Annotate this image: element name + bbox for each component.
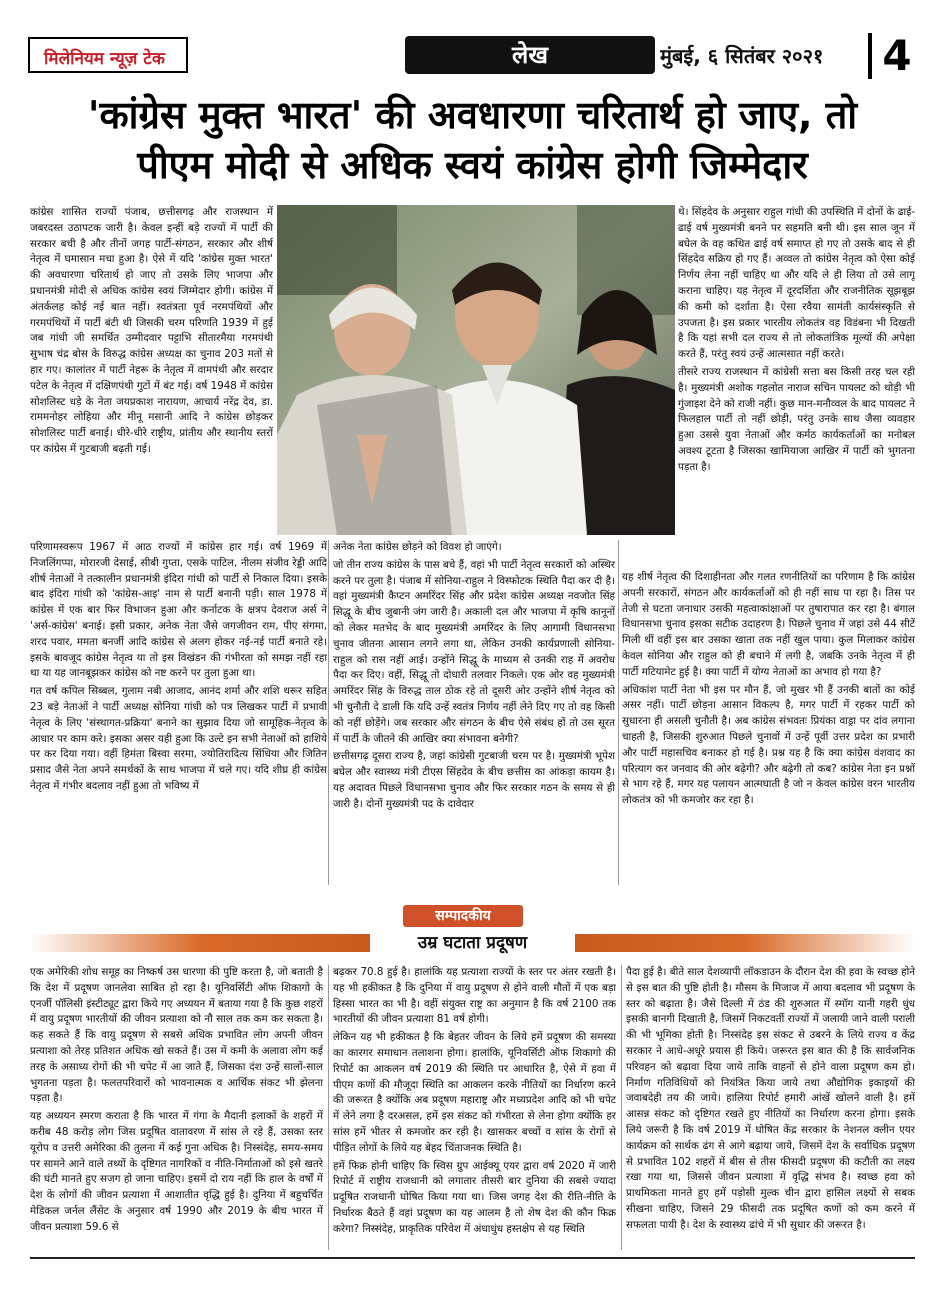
banner-bar-left (30, 934, 370, 952)
editorial-paragraph: बढ़कर 70.8 हुई है। हालांकि यह प्रत्याशा राज्यों के स्तर पर अंतर रखती है। यह भी हकीकत है कि दुनिया में वायु प्रदूषण से होने वाली मौतों में एक बड़ा हिस्सा भारत का भी है। वहीं संयुक्त राष्ट्र का अनुमान है कि वर्ष 2100 तक भारतीयों की जीवन प्रत्याशा 81 वर्ष होगी। (333, 966, 616, 1026)
article-photo (277, 205, 675, 535)
column-divider (618, 540, 619, 885)
article-paragraph: अधिकांश पार्टी नेता भी इस पर मौन हैं, जो मुखर भी हैं उनकी बातों का कोई असर नहीं। पार्टी छोड़ना आसान विकल्प है, मगर पार्टी में रहकर पार्टी को सुधारना ही असली चुनौती है। अब कांग्रेस संभवतः प्रियंका वाड्रा पर दांव लगाना चाहती है, जिसकी शुरुआत पिछले चुनावों में उन्हें पूर्वी उत्तर प्रदेश का प्रभारी और पार्टी महासचिव बनाकर हो गई है। प्रश्न यह है कि क्या कांग्रेस वंशवाद का परित्याग कर जनवाद की ओर बढ़ेगी? और बढ़ेगी तो कब? कांग्रेस नेता इन प्रश्नों से भाग रहे हैं, मगर यह पलायन आत्मघाती है जो न केवल कांग्रेस वरन भारतीय लोकतंत्र को भी कमजोर कर रहा है। (622, 683, 915, 807)
article-paragraph: गत वर्ष कपिल सिब्बल, गुलाम नबी आजाद, आनंद शर्मा और शशि थरूर सहित 23 बड़े नेताओं ने पार्टी अध्यक्ष सोनिया गांधी को पत्र लिखकर पार्टी में प्रभावी नेतृत्व के लिए 'संस्थागत-प्रक्रिया' बनाने का सुझाव दिया जो सामूहिक-नेतृत्व के आधार पर काम करे। इसका असर यही हुआ कि उल्टे इन सभी नेताओं को हाशिये पर कर दिया गया। वहीं हिमंता बिस्वा सरमा, ज्योतिरादित्य सिंधिया और जितिन प्रसाद जैसे नेता अपने समर्थकों के साथ भाजपा में चले गए। यदि शीघ्र ही कांग्रेस नेतृत्व में गंभीर बदलाव नहीं हुआ तो भविष्य में (30, 685, 327, 792)
headline-line-1: 'कांग्रेस मुक्त भारत' की अवधारणा चरितार्थ हो जाए, तो (87, 93, 858, 137)
headline-line-2: पीएम मोदी से अधिक स्वयं कांग्रेस होगी जिम्मेदार (137, 143, 808, 187)
article-paragraph: जो तीन राज्य कांग्रेस के पास बचे हैं, वहां भी पार्टी नेतृत्व सरकारों को अस्थिर करने पर तुला है। पंजाब में सोनिया-राहुल ने विस्फोटक स्थिति पैदा कर दी है। वहां मुख्यमंत्री कैप्टन अमरिंदर सिंह और प्रदेश कांग्रेस अध्यक्ष नवजोत सिंह सिद्धू के बीच जुबानी जंग जारी है। अकाली दल और भाजपा में कृषि कानूनों को लेकर मतभेद के बाद मुख्यमंत्री अमरिंदर के लिए आगामी विधानसभा चुनाव जीतना आसान लगने लगा था, लेकिन उनकी कार्यप्रणाली सोनिया-राहुल को रास नहीं आई। उन्होंने सिद्धू के माध्यम से उनकी राह में अवरोध पैदा कर दिए। वहीं, सिद्धू तो दोधारी तलवार निकले। एक ओर वह मुख्यमंत्री अमरिंदर सिंह के विरुद्ध ताल ठोक रहे तो दूसरी ओर उन्होंने शीर्ष नेतृत्व को भी चुनौती दे डाली कि यदि उन्हें स्वतंत्र निर्णय नहीं लेने दिए गए तो वह किसी को नहीं छोड़ेंगे। जब सरकार और संगठन के बीच ऐसे संबंध हों तो उस सूरत में पार्टी के जीतने की आखिर क्या संभावना बनेगी? (333, 558, 615, 745)
dateline: मुंबई, ६ सितंबर २०२१ (660, 44, 824, 68)
article-paragraph: अनेक नेता कांग्रेस छोड़ने को विवश हो जाएंगे। (333, 541, 502, 553)
section-label: लेख (405, 36, 655, 74)
newspaper-brand: मिलेनियम न्यूज़ टेक (28, 37, 188, 73)
editorial-title: उम्र घटाता प्रदूषण (417, 933, 528, 953)
column-divider (328, 540, 329, 885)
editorial-paragraph: लेकिन यह भी हकीकत है कि बेहतर जीवन के लिये हमें प्रदूषण की समस्या का कारगर समाधान तलाशना होगा। हालांकि, यूनिवर्सिटी ऑफ शिकागो की रिपोर्ट का आकलन वर्ष 2019 की स्थिति पर आधारित है, ऐसे में हवा में पीएम कणों की मौजूदा स्थिति का आकलन करके नीतियों का निर्धारण करने की जरूरत है क्योंकि अब प्रदूषण महाराष्ट्र और मध्यप्रदेश आदि को भी चपेट में लेने लगा है दरअसल, हमें इस संकट को गंभीरता से लेना होगा क्योंकि हर सांस हमें भीतर से कमजोर कर रही है। खासकर बच्चों व सांस के रोगों से पीड़ित लोगों के लिये यह बेहद चिंताजनक स्थिति है। (333, 1031, 616, 1154)
column-divider (328, 965, 329, 1250)
article-col3-bottom (622, 570, 915, 890)
article-paragraph: परिणामस्वरूप 1967 में आठ राज्यों में कांग्रेस हार गई। वर्ष 1969 में निजलिंगप्पा, मोरारजी देसाई, सीबी गुप्ता, एसके पाटिल, नीलम संजीव रेड्डी आदि शीर्ष नेताओं ने तत्कालीन प्रधानमंत्री इंदिरा गांधी को पार्टी से निकाल दिया। इसके बाद इंदिरा गांधी को 'कांग्रेस-आइ' नाम से पार्टी बनानी पड़ी। साल 1978 में कांग्रेस में एक बार फिर विभाजन हुआ और कर्नाटक के क्षत्रप देवराज अर्स ने 'अर्स-कांग्रेस' बनाई। इसी प्रकार, अनेक नेता जैसे जगजीवन राम, पीए संगमा, शरद पवार, ममता बनर्जी आदि कांग्रेस से अलग होकर नई-नई पार्टी बनाते रहे। इसके बावजूद कांग्रेस नेतृत्व या तो इस विखंडन की गंभीरता को समझ नहीं रहा था या यह जानबूझकर कांग्रेस को नष्ट करने पर तुला हुआ था। (30, 541, 327, 680)
article-paragraph: तीसरे राज्य राजस्थान में कांग्रेसी सत्ता बस किसी तरह चल रही है। मुख्यमंत्री अशोक गहलोत नाराज सचिन पायलट को थोड़ी भी गुंजाइश देने को राजी नहीं। कुछ मान-मनौव्वल के बाद पायलट ने फिलहाल पार्टी तो नहीं छोड़ी, परंतु उनके साथ जैसा व्यवहार हुआ उससे युवा नेताओं और कर्मठ कार्यकर्ताओं का मनोबल अवश्य टूटता है जिसका खामियाजा आखिर में पार्टी को भुगतना पड़ता है। (678, 365, 915, 473)
editorial-col2 (333, 965, 616, 1255)
article-paragraph: कांग्रेस शासित राज्यों पंजाब, छत्तीसगढ़ और राजस्थान में जबरदस्त उठापटक जारी है। केवल इन्हीं बड़े राज्यों में पार्टी की सरकार बची है और तीनों जगह पार्टी-संगठन, सरकार और शीर्ष नेतृत्व में घमासान मचा हुआ है। ऐसे में यदि 'कांग्रेस मुक्त भारत' की अवधारणा चरितार्थ हो जाए तो उसके लिए भाजपा और प्रधानमंत्री मोदी से अधिक कांग्रेस स्वयं जिम्मेदार होगी। कांग्रेस में अंतर्कलह कोई नई बात नहीं। स्वतंत्रता पूर्व नरमपंथियों और गरमपंथियों में पार्टी बंटी थी जिसकी चरम परिणति 1939 में हुई जब गांधी जी समर्थित उम्मीदवार पट्टाभि सीतारमैया गरमपंथी सुभाष चंद्र बोस के विरुद्ध कांग्रेस अध्यक्ष का चुनाव 203 मतों से हार गए। कालांतर में पार्टी नेहरू के नेतृत्व में वामपंथी और सरदार पटेल के नेतृत्व में दक्षिणपंथी गुटों में बंट गई। वर्ष 1948 में कांग्रेस सोशलिस्ट धड़े के नेता जयप्रकाश नारायण, आचार्य नरेंद्र देव, डा. राममनोहर लोहिया और मीनू मसानी आदि ने कांग्रेस छोड़कर सोशलिस्ट पार्टी बनाई। धीरे-धीरे राष्ट्रीय, प्रांतीय और स्थानीय स्तरों पर कांग्रेस में गुटबाजी बढ़ती गई। (30, 206, 273, 455)
article-paragraph: थे। सिंहदेव के अनुसार राहुल गांधी की उपस्थिति में दोनों के ढाई-ढाई वर्ष मुख्यमंत्री बनने पर सहमति बनी थी। इस साल जून में बघेल के वह कथित ढाई वर्ष समाप्त हो गए तो उसके बाद से ही सिंहदेव सक्रिय हो गए हैं। अव्वल तो कांग्रेस नेतृत्व को ऐसा कोई निर्णय लेना नहीं चाहिए था और यदि ले ही लिया तो उसे लागू कराना चाहिए। यह नेतृत्व में दूरदर्शिता और राजनीतिक सूझबूझ की कमी को दर्शाता है। ऐसा रवैया सामंती कार्यसंस्कृति से उपजता है। इस प्रकार भारतीय लोकतंत्र वह विडंबना भी दिखती है कि यहां सभी दल राज्य से तो लोकतांत्रिक मूल्यों की अपेक्षा करते हैं, परंतु स्वयं उन्हें आत्मसात नहीं करते। (678, 206, 915, 361)
article-headline (20, 90, 925, 190)
editorial-paragraph: एक अमेरिकी शोध समूह का निष्कर्ष उस धारणा की पुष्टि करता है, जो बताती है कि देश में प्रदूषण जानलेवा साबित हो रहा है। यूनिवर्सिटी ऑफ शिकागो के एनर्जी पॉलिसी इंस्टीट्यूट द्वारा किये गए अध्ययन में बताया गया है कि कुछ शहरों में वायु प्रदूषण भारतीयों की जीवन प्रत्याशा को नौ साल तक कम कर सकता है। कह सकते हैं कि वायु प्रदूषण से सबसे अधिक प्रभावित लोग अपनी जीवन प्रत्याशा को तेरह प्रतिशत अधिक खो सकते हैं। उस में कमी के अलावा लोग कई तरह के असाध्य रोगों की भी चपेट में आ जाते हैं, जिसका दंश उन्हें सालों-साल भुगतना पड़ता है। फलतपरिवारों को भावनात्मक व आर्थिक संकट भी झेलना पड़ता है। (30, 966, 323, 1105)
editorial-paragraph: पैदा हुई है। बीते साल देशव्यापी लॉकडाउन के दौरान देश की हवा के स्वच्छ होने से इस बात की पुष्टि होती है। मौसम के मिजाज में आया बदलाव भी प्रदूषण के स्तर को बढ़ाता है। जैसे दिल्ली में ठंड की शुरुआत में स्मॉग यानी गहरी धुंध इसकी बानगी दिखाती है, जिसमें निकटवर्ती राज्यों में जलायी जाने वाली पराली की भी भूमिका होती है। निस्संदेह इस संकट से उबरने के लिये राज्य व केंद्र सरकार ने आधे-अधूरे प्रयास ही किये। जरूरत इस बात की है कि सार्वजनिक परिवहन को बढ़ावा दिया जाये ताकि वाहनों से होने वाला प्रदूषण कम हो। निर्माण गतिविधियों को नियंत्रित किया जाये तथा औद्योगिक इकाइयों की जवाबदेही तय की जाये। हालिया रिपोर्ट हमारी आंखें खोलने वाली है। हमें आसन्न संकट को दृष्टिगत रखते हुए नीतियों का निर्धारण करना होगा। इसके लिये जरूरी है कि वर्ष 2019 में घोषित केंद्र सरकार के नेशनल क्लीन एयर कार्यक्रम को सार्थक ढंग से आगे बढ़ाया जाये, जिसमें देश के सर्वाधिक प्रदूषण से प्रभावित 102 शहरों में बीस से तीस फीसदी प्रदूषण की कटौती का लक्ष्य रखा गया था, जिससे जीवन प्रत्याशा में वृद्धि संभव है। स्वच्छ हवा को प्राथमिकता मानते हुए हमें पड़ोसी मुल्क चीन द्वारा हासिल लक्ष्यों से सबक सीखना चाहिए, जिसने 29 फीसदी तक प्रदूषित कणों को कम करने में सफलता पायी है। देश के स्वास्थ्य ढांचे में भी सुधार की जरूरत है। (626, 966, 915, 1231)
article-col1-top (30, 205, 273, 533)
masthead (0, 0, 945, 84)
column-divider (621, 965, 622, 1250)
bottom-rule (30, 1257, 915, 1259)
article-paragraph: यह शीर्ष नेतृत्व की दिशाहीनता और गलत रणनीतियों का परिणाम है कि कांग्रेस अपनी सरकारों, संगठन और कार्यकर्ताओं को ही नहीं साध पा रहा है। तिस पर तेजी से घटता जनाधार उसकी महत्वाकांक्षाओं पर तुषारापात कर रहा है। बंगाल विधानसभा चुनाव इसका सटीक उदाहरण है। पिछले चुनाव में जहां उसे 44 सीटें मिली थीं वहीं इस बार उसका खाता तक नहीं खुल पाया। कुल मिलाकर कांग्रेस केवल सोनिया और राहुल को ही बचाने में लगी है, जबकि उनके नेतृत्व में ही पार्टी मटियामेट हुई है। क्या पार्टी में योग्य नेताओं का अभाव हो गया है? (622, 571, 915, 678)
banner-bar-right (575, 934, 915, 952)
article-col3-top (678, 205, 915, 567)
article-col1-bottom (30, 540, 327, 880)
photo-image (277, 205, 675, 535)
editorial-paragraph: यह अध्ययन स्मरण कराता है कि भारत में गंगा के मैदानी इलाकों के शहरों में करीब 48 करोड़ लोग जिस प्रदूषित वातावरण में सांस ले रहे हैं, उसका स्तर यूरोप व उत्तरी अमेरिका की तुलना में कई गुना अधिक है। निस्संदेह, समय-समय पर सामने आने वाले तथ्यों के दृष्टिगत नागरिकों व नीति-निर्माताओं को इसे खतरे की घंटी मानते हुए सजग हो जाना चाहिए। इसमें दो राय नहीं कि हाल के वर्षों में देश के लोगों की जीवन प्रत्याशा में आशातीत वृद्धि हुई है। दुनिया में बहुचर्चित मेडिकल जर्नल लैंसेट के अनुसार वर्ष 1990 और 2019 के बीच भारत में जीवन प्रत्याशा 59.6 से (30, 1110, 323, 1233)
editorial-tag: सम्पादकीय (403, 905, 523, 927)
editorial-col1 (30, 965, 323, 1255)
article-col2 (333, 540, 615, 885)
editorial-col3 (626, 965, 915, 1255)
page-number: 4 (868, 33, 922, 79)
article-paragraph: छत्तीसगढ़ दूसरा राज्य है, जहां कांग्रेसी गुटबाजी चरम पर है। मुख्यमंत्री भूपेश बघेल और स्वास्थ्य मंत्री टीएस सिंहदेव के बीच छत्तीस का आंकड़ा कायम है। यह अदावत पिछले विधानसभा चुनाव और फिर सरकार गठन के समय से ही जारी है। दोनों मुख्यमंत्री पद के दावेदार (333, 750, 615, 810)
editorial-paragraph: हमें फिक्र होनी चाहिए कि स्विस ग्रुप आईक्यू एयर द्वारा वर्ष 2020 में जारी रिपोर्ट में राष्ट्रीय राजधानी को लगातार तीसरी बार दुनिया की सबसे ज्यादा प्रदूषित राजधानी घोषित किया गया था। जिस जगह देश की रीति-नीति के निर्धारक बैठते हैं वहां प्रदूषण का यह आलम है तो शेष देश की कौन फिक्र करेगा? निस्संदेह, प्राकृतिक परिवेश में अंधाधुंध हस्तक्षेप से यह स्थिति (333, 1159, 616, 1235)
